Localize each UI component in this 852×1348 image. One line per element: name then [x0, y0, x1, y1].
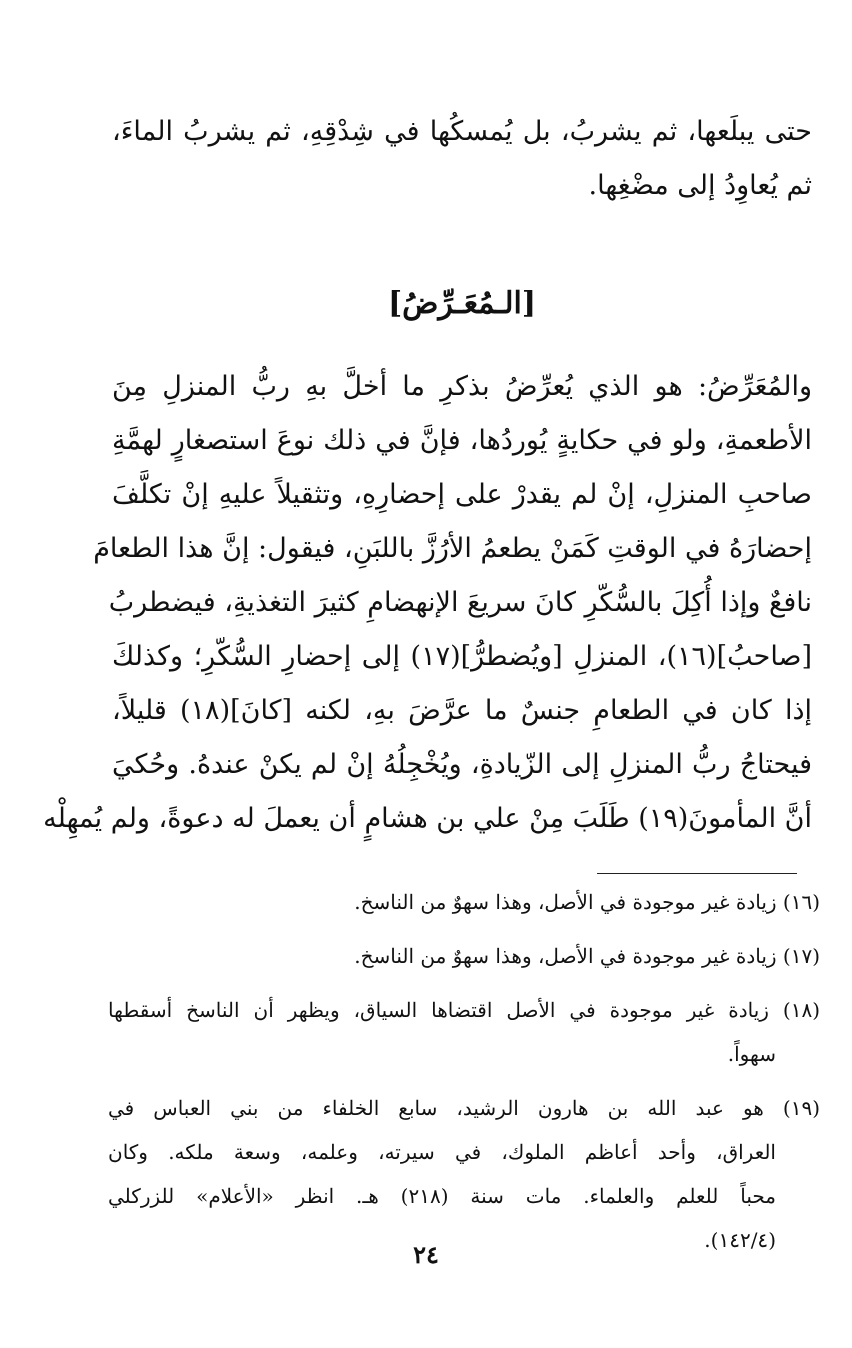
footnote-line: العراق، وأحد أعاظم الملوك، في سيرته، وعلمه، وسعة ملكه. وكان — [108, 1140, 776, 1164]
footnote-line: محباً للعلم والعلماء. مات سنة (٢١٨) هـ. انظر «الأعلام» للزركلي — [108, 1184, 776, 1208]
footnote-line: (١٨) زيادة غير موجودة في الأصل اقتضاها السياق، ويظهر أن الناسخ أسقطها — [108, 998, 820, 1022]
footnote-line: (١٤٢/٤). — [704, 1228, 776, 1252]
text-line: حتى يبلَعها، ثم يشربُ، بل يُمسكُها في شِدْقِهِ، ثم يشربُ الماءَ، — [112, 116, 812, 147]
footnote-separator — [597, 873, 797, 874]
text-line: فيحتاجُ ربُّ المنزلِ إلى الزّيادةِ، ويُخْجِلُهُ إنْ لم يكنْ عندهُ. وحُكيَ — [112, 749, 812, 780]
text-line: نافعٌ وإذا أُكِلَ بالسُّكّرِ كانَ سريعَ الإنهضامِ كثيرَ التغذيةِ، فيضطربُ — [108, 587, 812, 618]
opening-paragraph — [112, 105, 812, 213]
footnote-17 — [108, 934, 820, 978]
footnote-18 — [108, 988, 820, 1076]
text-line: إذا كان في الطعامِ جنسٌ ما عرَّضَ بهِ، لكنه [كانَ](١٨) قليلاً، — [112, 695, 812, 726]
footnote-line: (١٩) هو عبد الله بن هارون الرشيد، سابع الخلفاء من بني العباس في — [108, 1096, 820, 1120]
footnote-16 — [108, 880, 820, 924]
text-line: صاحبِ المنزلِ، إنْ لم يقدرْ على إحضارِهِ، وتثقيلاً عليهِ إنْ تكلَّفَ — [112, 479, 812, 510]
text-line: ثم يُعاوِدُ إلى مضْغِها. — [588, 170, 812, 201]
body-paragraph — [43, 360, 813, 846]
text-line: إحضارَهُ في الوقتِ كَمَنْ يطعمُ الأرُزَّ باللبَنِ، فيقول: إنَّ هذا الطعامَ — [93, 533, 812, 564]
page-number: ٢٤ — [413, 1240, 439, 1269]
text-line: والمُعَرِّضُ: هو الذي يُعرِّضُ بذكرِ ما أخلَّ بهِ ربُّ المنزلِ مِنَ — [112, 371, 812, 402]
footnote-line: سهواً. — [727, 1042, 776, 1066]
text-line: [صاحبُ](١٦)، المنزلِ [ويُضطرُّ](١٧) إلى إحضارِ السُّكّرِ؛ وكذلكَ — [112, 641, 813, 672]
text-line: أنَّ المأمونَ(١٩) طَلَبَ مِنْ علي بن هشامٍ أن يعملَ له دعوةً، ولم يُمهِلْه — [43, 803, 812, 834]
footnote-line: (١٧) زيادة غير موجودة في الأصل، وهذا سهوٌ من الناسخ. — [354, 944, 820, 968]
section-heading: [الـمُعَـرِّضُ] — [387, 286, 537, 321]
footnote-line: (١٦) زيادة غير موجودة في الأصل، وهذا سهوٌ من الناسخ. — [354, 890, 820, 914]
footnote-19 — [108, 1086, 820, 1262]
text-line: الأطعمةِ، ولو في حكايةٍ يُوردُها، فإنَّ في ذلك نوعَ استصغارٍ لهمَّةِ — [112, 425, 812, 456]
footnotes — [108, 880, 820, 1272]
